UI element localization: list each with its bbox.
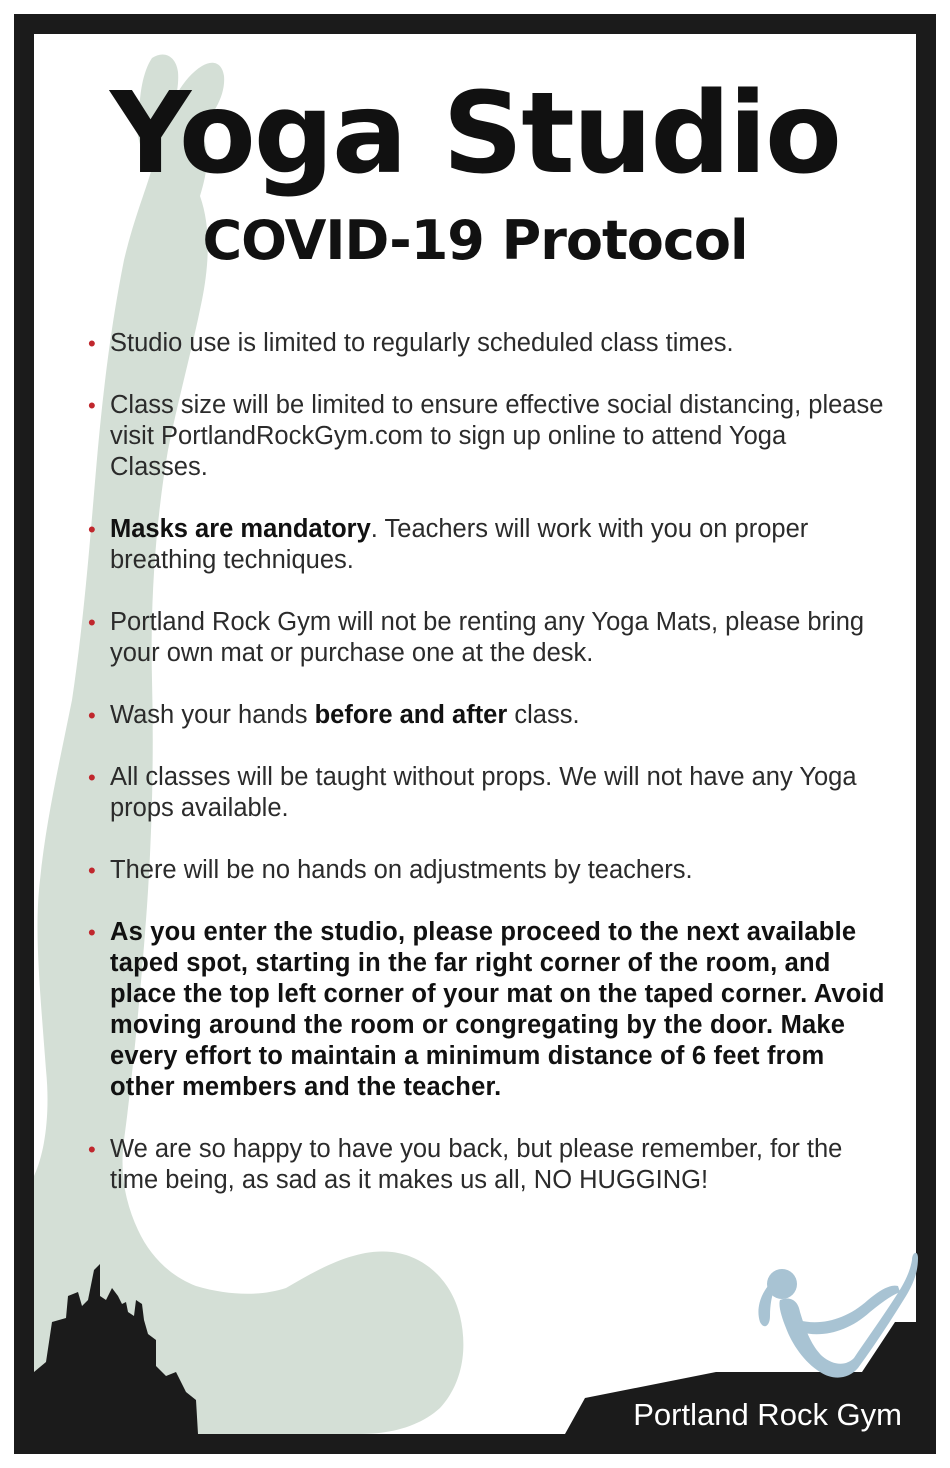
- protocol-text: [110, 515, 808, 574]
- brand-logo-text: Portland Rock Gym: [633, 1397, 902, 1432]
- protocol-item: [88, 1134, 888, 1196]
- bullet-dot-icon: •: [88, 765, 96, 790]
- protocol-text: Studio use is limited to regularly scheduled class times.: [110, 329, 734, 357]
- protocol-emphasis: before and after: [314, 701, 508, 729]
- bullet-dot-icon: •: [88, 517, 96, 542]
- protocol-list: [88, 328, 888, 1196]
- bullet-dot-icon: •: [88, 393, 96, 418]
- protocol-text-pre: Wash your hands: [110, 701, 315, 729]
- protocol-text: [110, 701, 580, 729]
- protocol-text: As you enter the studio, please proceed to the next available taped spot, starting in the far right corner of the room, and place the top left corner of your mat on the taped corner. Avoid moving around the room or congregating by the door. Make every effort to maintain a minimum distance of 6 feet from other members and the teacher.: [110, 918, 885, 1101]
- page-subtitle: COVID-19 Protocol: [202, 209, 748, 272]
- protocol-text: We are so happy to have you back, but please remember, for the time being, as sad as it makes us all, NO HUGGING!: [110, 1135, 843, 1194]
- bullet-dot-icon: •: [88, 703, 96, 728]
- protocol-item: [88, 917, 888, 1103]
- protocol-text: Class size will be limited to ensure effective social distancing, please visit PortlandRockGym.com to sign up online to attend Yoga Classes.: [110, 391, 884, 481]
- protocol-item: [88, 514, 888, 576]
- protocol-item: [88, 390, 888, 483]
- protocol-text: Portland Rock Gym will not be renting any Yoga Mats, please bring your own mat or purchase one at the desk.: [110, 608, 865, 667]
- protocol-text-rest: . Teachers will work with you on proper breathing techniques.: [110, 515, 809, 574]
- bullet-dot-icon: •: [88, 920, 96, 945]
- page-title: Yoga Studio: [110, 69, 840, 199]
- bullet-dot-icon: •: [88, 610, 96, 635]
- protocol-item: [88, 328, 888, 359]
- protocol-item: [88, 762, 888, 824]
- protocol-text: There will be no hands on adjustments by teachers.: [110, 856, 693, 884]
- bullet-dot-icon: •: [88, 858, 96, 883]
- protocol-item: [88, 700, 888, 731]
- protocol-item: [88, 607, 888, 669]
- protocol-item: [88, 855, 888, 886]
- protocol-text: All classes will be taught without props. We will not have any Yoga props available.: [110, 763, 857, 822]
- bullet-dot-icon: •: [88, 331, 96, 356]
- protocol-emphasis: Masks are mandatory: [110, 515, 371, 543]
- protocol-text-post: class.: [507, 701, 580, 729]
- bullet-dot-icon: •: [88, 1137, 96, 1162]
